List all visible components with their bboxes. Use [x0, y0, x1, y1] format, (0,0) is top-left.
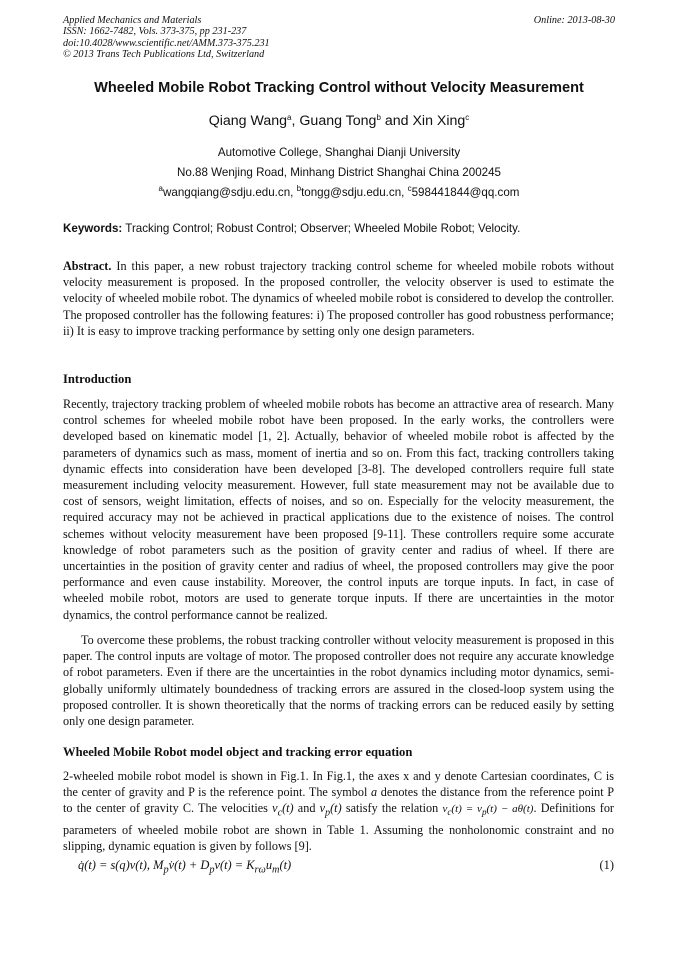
abstract-text: In this paper, a new robust trajectory tracking control scheme for wheeled mobile robots without velocity measurement is proposed. In the proposed controller, the velocity observer is used to estimate the velocity of wheeled mobile robot. The dynamics of wheeled mobile robot is considered to develop the controller. The proposed controller has the following features: i) The proposed controller has good robustness performance; ii) It is easy to improve tracking performance by setting only one design parameters. [63, 259, 614, 338]
velocity-relation: $v_c(t) = v_p(t) - a\theta(t)$ [442, 803, 534, 818]
author-separator: and [380, 113, 413, 129]
journal-copyright: © 2013 Trans Tech Publications Ltd, Switzerland [63, 49, 265, 61]
author-name: Xin Xing [412, 113, 466, 129]
email-mark: b [296, 184, 302, 193]
keywords [63, 222, 623, 235]
journal-name: Applied Mechanics and Materials [63, 15, 202, 26]
author-mark: c [465, 113, 470, 122]
email-link[interactable]: wangqiang@sdju.edu.cn [163, 186, 291, 199]
email-link[interactable]: 598441844@qq.com [411, 186, 520, 199]
journal-issn: ISSN: 1662-7482, Vols. 373-375, pp 231-237 [63, 26, 247, 38]
affiliation-institution: Automotive College, Shanghai Dianji University [217, 146, 461, 159]
author-separator: , [291, 113, 300, 129]
online-date: Online: 2013-08-30 [533, 15, 615, 26]
email-mark: a [158, 184, 163, 193]
abstract-label: Abstract. [63, 259, 112, 273]
equation-number: (1) [599, 858, 614, 872]
model-text: and [293, 801, 320, 816]
abstract [63, 258, 614, 339]
model-text: denotes the distance from the reference point P to the center of gravity C. The velocities [63, 785, 614, 816]
introduction-paragraph-2: To overcome these problems, the robust tracking controller without velocity measurement is proposed in this paper. The control inputs are voltage of motor. The proposed controller does not require any accurate knowledge of robot parameters. Even if there are the uncertainties in the robot dynamics including motor dynamics, semi-globally uniformly ultimately boundedness of tracking errors are assured in the closed-loop system using the proposed controller. It is shown theoretically that the norms of tracking errors can be reduced easily by setting only one design parameter. [63, 633, 614, 729]
model-text: satisfy the relation [341, 801, 443, 816]
author-name: Qiang Wang [208, 113, 288, 129]
author-list [40, 113, 638, 129]
symbol-vc: $v_c(t)$ [272, 801, 294, 819]
introduction-paragraph-1: Recently, trajectory tracking problem of wheeled mobile robots has become an attractive area of research. Many control schemes for wheeled mobile robot have been proposed. In the early works, the controllers were developed based on kinematic model [1, 2]. Actually, behavior of wheeled mobile robot is affected by the parameters of dynamics such as mass, moment of inertia and so on. From this fact, tracking controllers taking dynamic effects into consideration have been developed [3-8]. The developed controllers require full state measurement including velocity measurement. However, full state measurement may not be available due to cost of sensors, weight limitation, effects of noises, and so on. Especially for the velocity measurement, the required accuracy may not be achieved in practical applications due to the existence of noises. The control schemes without velocity measurement have been proposed [9-11]. These controllers require some accurate knowledge of robot parameters such as the position of gravity center and radius of wheel. If there are uncertainties in the position of gravity center and radius of wheel, the proposed controllers may give the poor performance and even cause instability. Moreover, the control inputs are torque inputs. In fact, in case of wheeled mobile robot, motors are used to generate torque inputs. If there are uncertainties in the motor dynamics, the control performance cannot be realized. [63, 397, 614, 622]
introduction-heading: Introduction [63, 372, 132, 386]
author-emails [40, 186, 638, 199]
keywords-text: Tracking Control; Robust Control; Observer; Wheeled Mobile Robot; Velocity. [122, 222, 521, 235]
email-mark: c [407, 184, 412, 193]
symbol-a: a [371, 785, 378, 800]
author-mark: b [376, 113, 381, 122]
model-text: 2-wheeled mobile robot model is shown in Fig.1. In Fig.1, the axes x and y denote Cartesian coordinates, C is the center of gravity and P is the reference point. The symbol [63, 769, 614, 800]
equation-1: q̇(t) = s(q)v(t), $M_pv̇(t) + D_pv(t) = K_{r\omega}u_m(t)$ (1) [78, 858, 614, 876]
keywords-label: Keywords: [63, 222, 123, 235]
journal-doi: doi:10.4028/www.scientific.net/AMM.373-375.231 [63, 37, 270, 49]
author-name: Guang Tong [299, 113, 377, 129]
author-mark: a [287, 113, 292, 122]
model-paragraph [63, 768, 614, 854]
affiliation-address: No.88 Wenjing Road, Minhang District Shanghai China 200245 [177, 166, 501, 179]
symbol-vp: $v_p(t)$ [319, 801, 342, 819]
section-heading-model: Wheeled Mobile Robot model object and tracking error equation [63, 745, 413, 759]
email-separator: , [290, 186, 297, 199]
email-separator: , [401, 186, 408, 199]
email-link[interactable]: tongg@sdju.edu.cn [301, 186, 402, 199]
paper-title: Wheeled Mobile Robot Tracking Control without Velocity Measurement [94, 80, 584, 96]
model-text: . Definitions for parameters of wheeled mobile robot are shown in Table 1. Assuming the nonholonomic constraint and no slipping, dynamic equation is given by follows [9]. [63, 801, 614, 854]
journal-header [63, 15, 615, 61]
